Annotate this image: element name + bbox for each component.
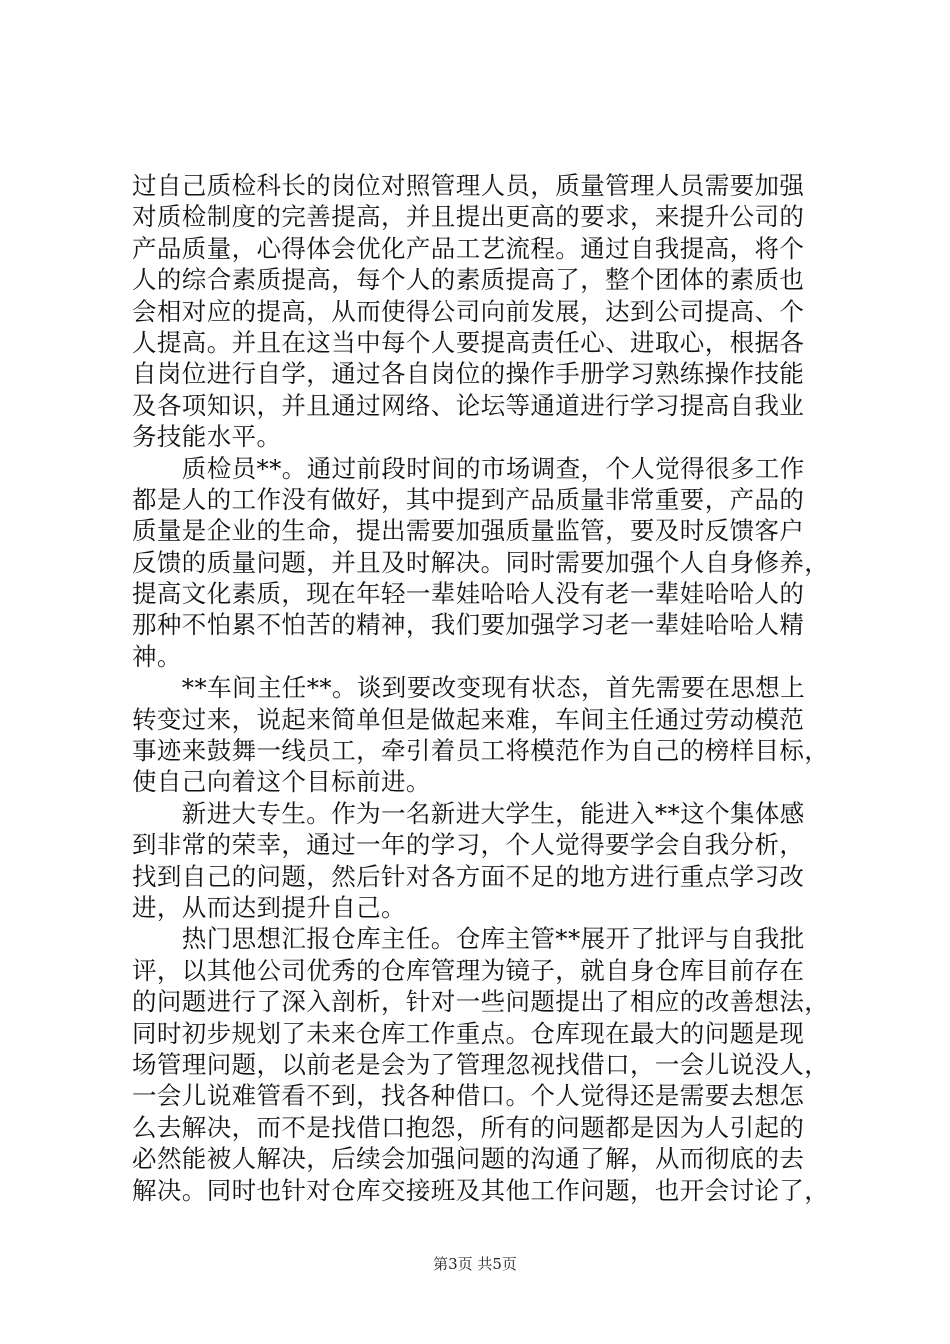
text-line: 对质检制度的完善提高，并且提出更高的要求，来提升公司的 xyxy=(132,202,805,232)
text-line: 提高文化素质，现在年轻一辈娃哈哈人没有老一辈娃哈哈人的 xyxy=(132,579,805,609)
text-line: **车间主任**。谈到要改变现有状态，首先需要在思想上 xyxy=(132,673,806,703)
text-line: 必然能被人解决，后续会加强问题的沟通了解，从而彻底的去 xyxy=(132,1144,805,1174)
text-line: 评，以其他公司优秀的仓库管理为镜子，就自身仓库目前存在 xyxy=(132,955,805,985)
text-line: 产品质量，心得体会优化产品工艺流程。通过自我提高，将个 xyxy=(132,233,805,263)
text-line: 转变过来，说起来简单但是做起来难，车间主任通过劳动模范 xyxy=(132,704,805,734)
text-line: 场管理问题，以前老是会为了管理忽视找借口，一会儿说没人， xyxy=(132,1049,830,1079)
text-line: 的问题进行了深入剖析，针对一些问题提出了相应的改善想法， xyxy=(132,987,830,1017)
text-line: 解决。同时也针对仓库交接班及其他工作问题，也开会讨论了， xyxy=(132,1175,830,1205)
text-line: 及各项知识，并且通过网络、论坛等通道进行学习提高自我业 xyxy=(132,390,805,420)
text-line: 使自己向着这个目标前进。 xyxy=(132,767,431,797)
text-line: 同时初步规划了未来仓库工作重点。仓库现在最大的问题是现 xyxy=(132,1018,805,1048)
text-line: 人的综合素质提高，每个人的素质提高了，整个团体的素质也 xyxy=(132,265,805,295)
text-line: 进，从而达到提升自己。 xyxy=(132,892,406,922)
text-line: 一会儿说难管看不到，找各种借口。个人觉得还是需要去想怎 xyxy=(132,1081,805,1111)
text-line: 务技能水平。 xyxy=(132,422,282,452)
text-line: 反馈的质量问题，并且及时解决。同时需要加强个人自身修养， xyxy=(132,547,830,577)
text-line: 过自己质检科长的岗位对照管理人员，质量管理人员需要加强 xyxy=(132,171,805,200)
text-line: 新进大专生。作为一名新进大学生，能进入**这个集体感 xyxy=(132,798,805,828)
text-line: 质量是企业的生命，提出需要加强质量监管，要及时反馈客户 xyxy=(132,516,805,546)
text-line: 么去解决，而不是找借口抱怨，所有的问题都是因为人引起的 xyxy=(132,1112,805,1142)
text-line: 人提高。并且在这当中每个人要提高责任心、进取心，根据各 xyxy=(132,327,805,357)
text-line: 事迹来鼓舞一线员工，牵引着员工将模范作为自己的榜样目标， xyxy=(132,736,830,766)
text-line: 质检员**。通过前段时间的市场调查，个人觉得很多工作 xyxy=(132,453,805,483)
text-line: 神。 xyxy=(132,641,182,671)
text-line: 都是人的工作没有做好，其中提到产品质量非常重要，产品的 xyxy=(132,484,805,514)
body-text xyxy=(132,170,832,1206)
text-line: 热门思想汇报仓库主任。仓库主管**展开了批评与自我批 xyxy=(132,924,805,954)
text-line: 找到自己的问题，然后针对各方面不足的地方进行重点学习改 xyxy=(132,861,805,891)
text-line: 会相对应的提高，从而使得公司向前发展，达到公司提高、个 xyxy=(132,296,805,326)
text-line: 自岗位进行自学，通过各自岗位的操作手册学习熟练操作技能 xyxy=(132,359,805,389)
text-line: 那种不怕累不怕苦的精神，我们要加强学习老一辈娃哈哈人精 xyxy=(132,610,805,640)
text-line: 到非常的荣幸，通过一年的学习，个人觉得要学会自我分析， xyxy=(132,830,805,860)
page-number-footer: 第3页 共5页 xyxy=(433,1255,517,1273)
